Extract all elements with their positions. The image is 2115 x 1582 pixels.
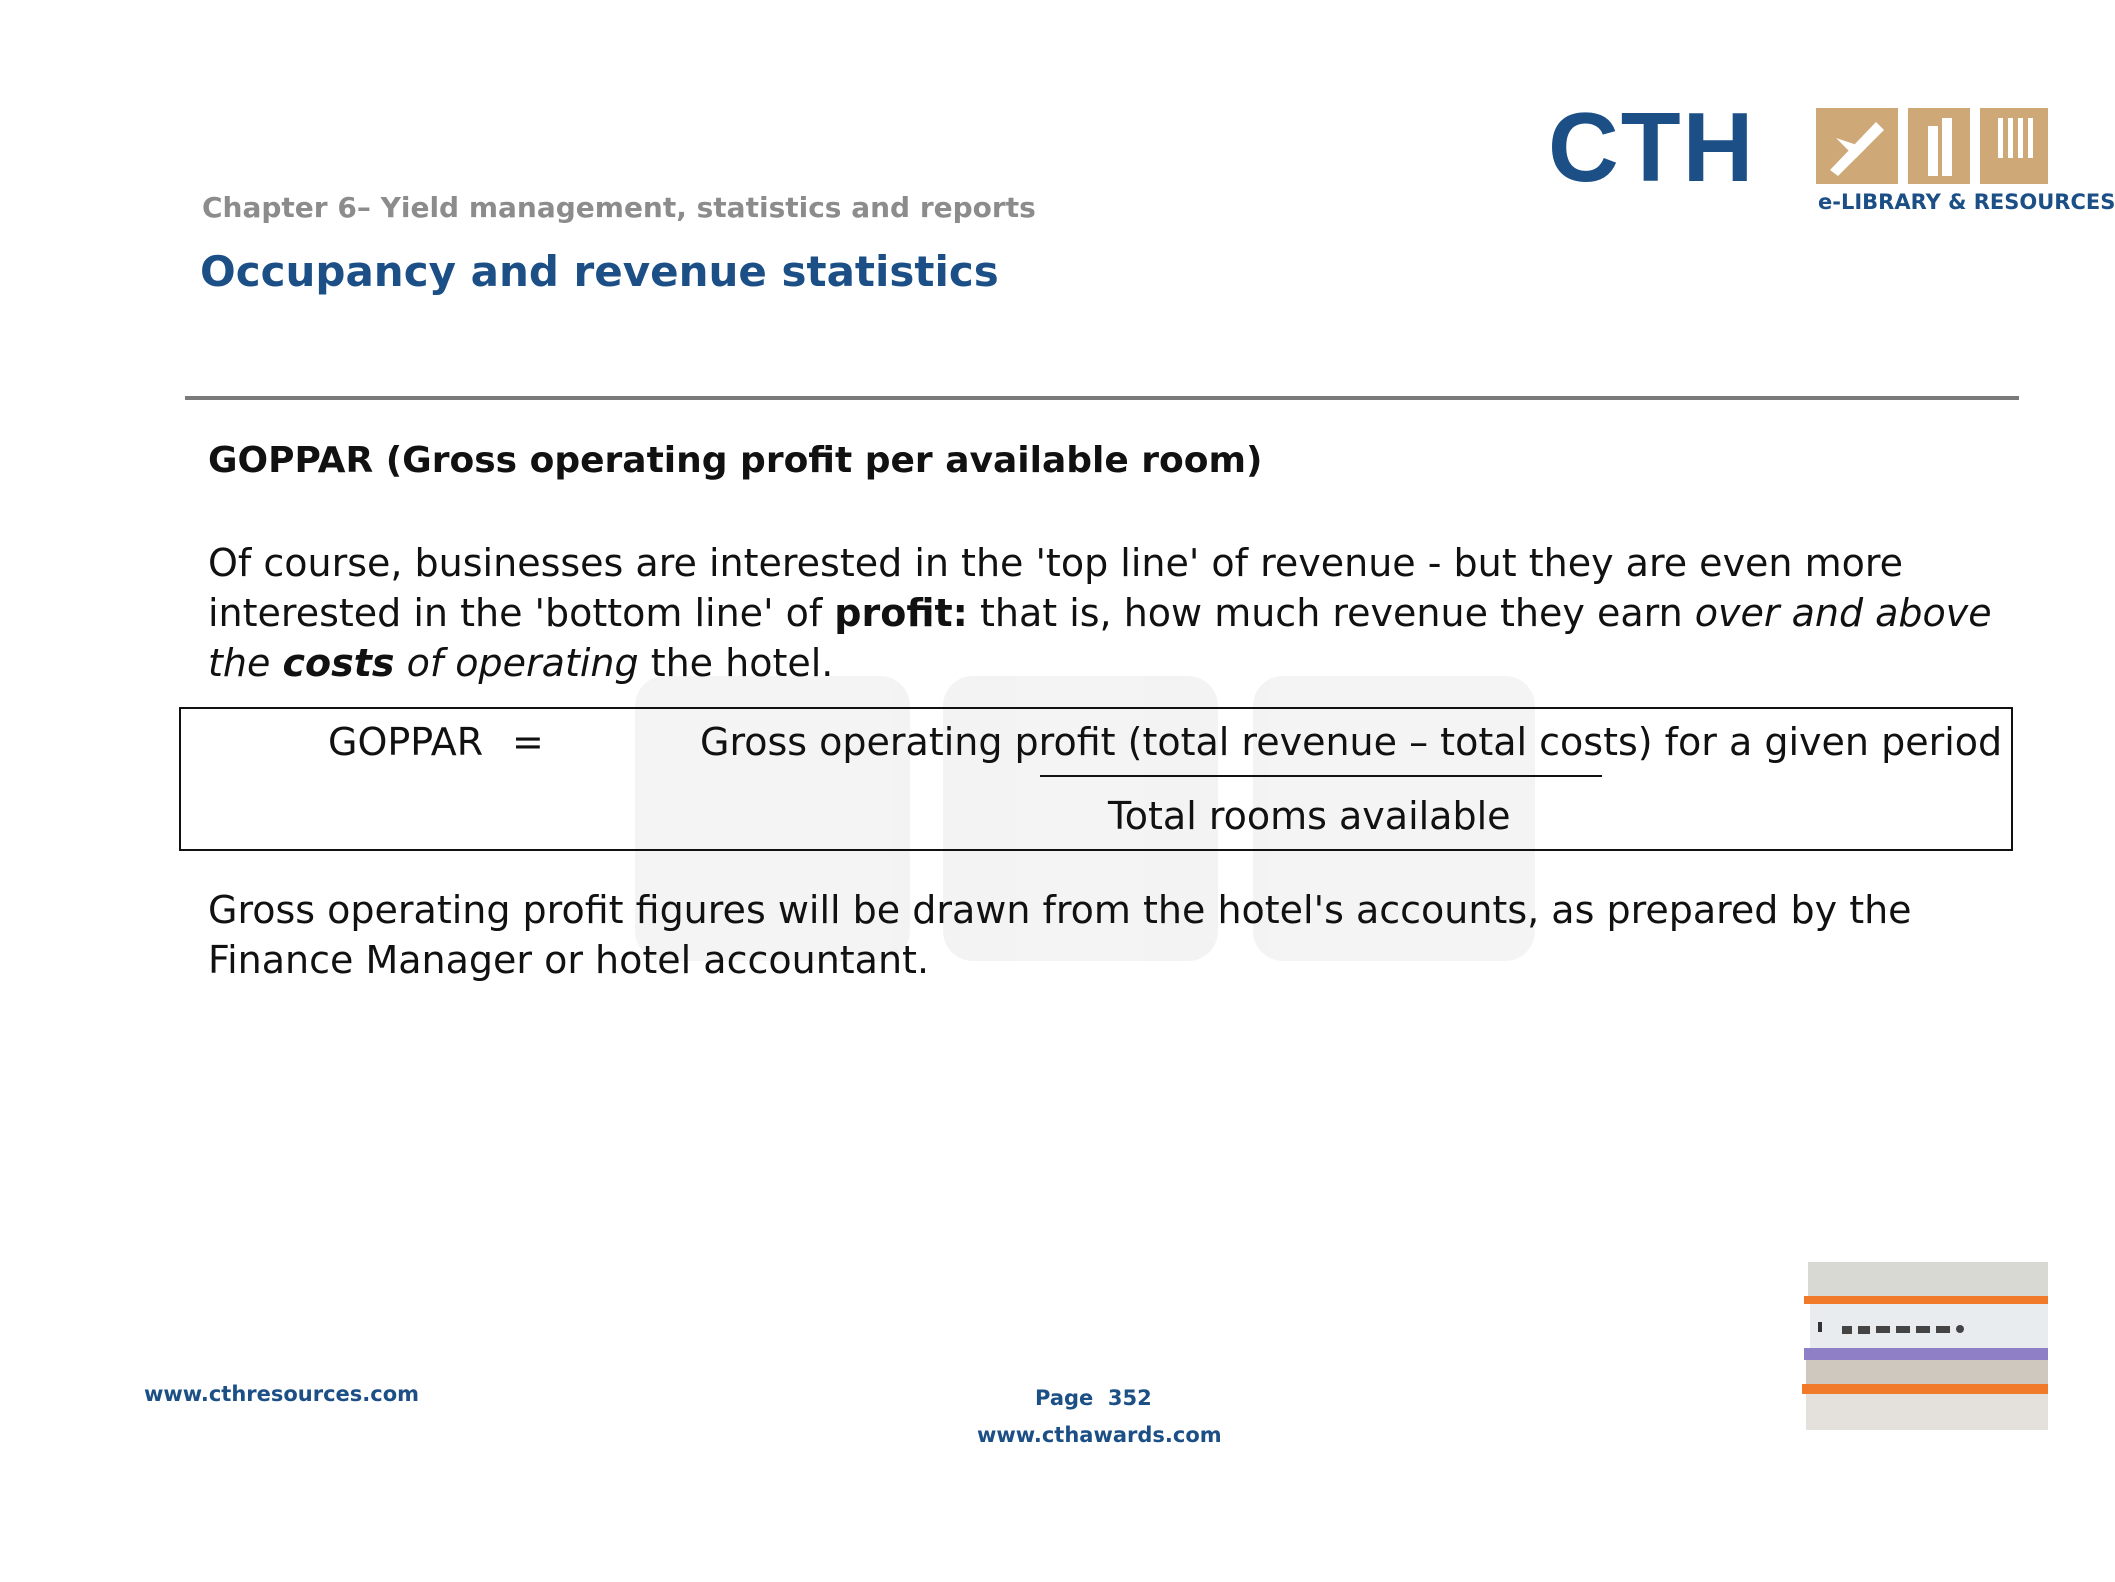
formula-numerator: Gross operating profit (total revenue – total costs) for a given period <box>700 720 2003 764</box>
logo-tagline: e-LIBRARY & RESOURCES <box>1818 190 2115 214</box>
closing-paragraph: Gross operating profit figures will be drawn from the hotel's accounts, as prepared by the Finance Manager or hotel accountant. <box>208 888 1912 982</box>
cth-logo <box>1548 92 2115 223</box>
books-image <box>1800 1262 2048 1432</box>
section-heading: GOPPAR (Gross operating profit per available room) <box>208 440 1263 481</box>
page-title: Occupancy and revenue statistics <box>200 247 999 296</box>
chapter-heading: Chapter 6– Yield management, statistics and reports <box>202 191 1036 224</box>
formula-denominator: Total rooms available <box>1108 794 1511 838</box>
footer-resources-link[interactable]: www.cthresources.com <box>144 1382 420 1406</box>
page-number: Page 352 <box>1035 1386 1152 1410</box>
fraction-bar <box>1040 775 1602 777</box>
footer-awards-link[interactable]: www.cthawards.com <box>977 1423 1222 1447</box>
plane-icon <box>1816 108 1898 184</box>
logo-letters: CTH <box>1548 92 1756 202</box>
formula-equals: = <box>512 720 544 764</box>
fork-icon <box>1980 108 2048 184</box>
formula-lhs: GOPPAR <box>328 720 484 764</box>
header-divider <box>185 396 2019 400</box>
hotel-icon <box>1908 108 1970 184</box>
intro-paragraph: Of course, businesses are interested in the 'top line' of revenue - but they are even more interested in the 'bottom line' of profit: that is, how much revenue they earn over and above the costs of operating the hotel. <box>208 541 1992 685</box>
